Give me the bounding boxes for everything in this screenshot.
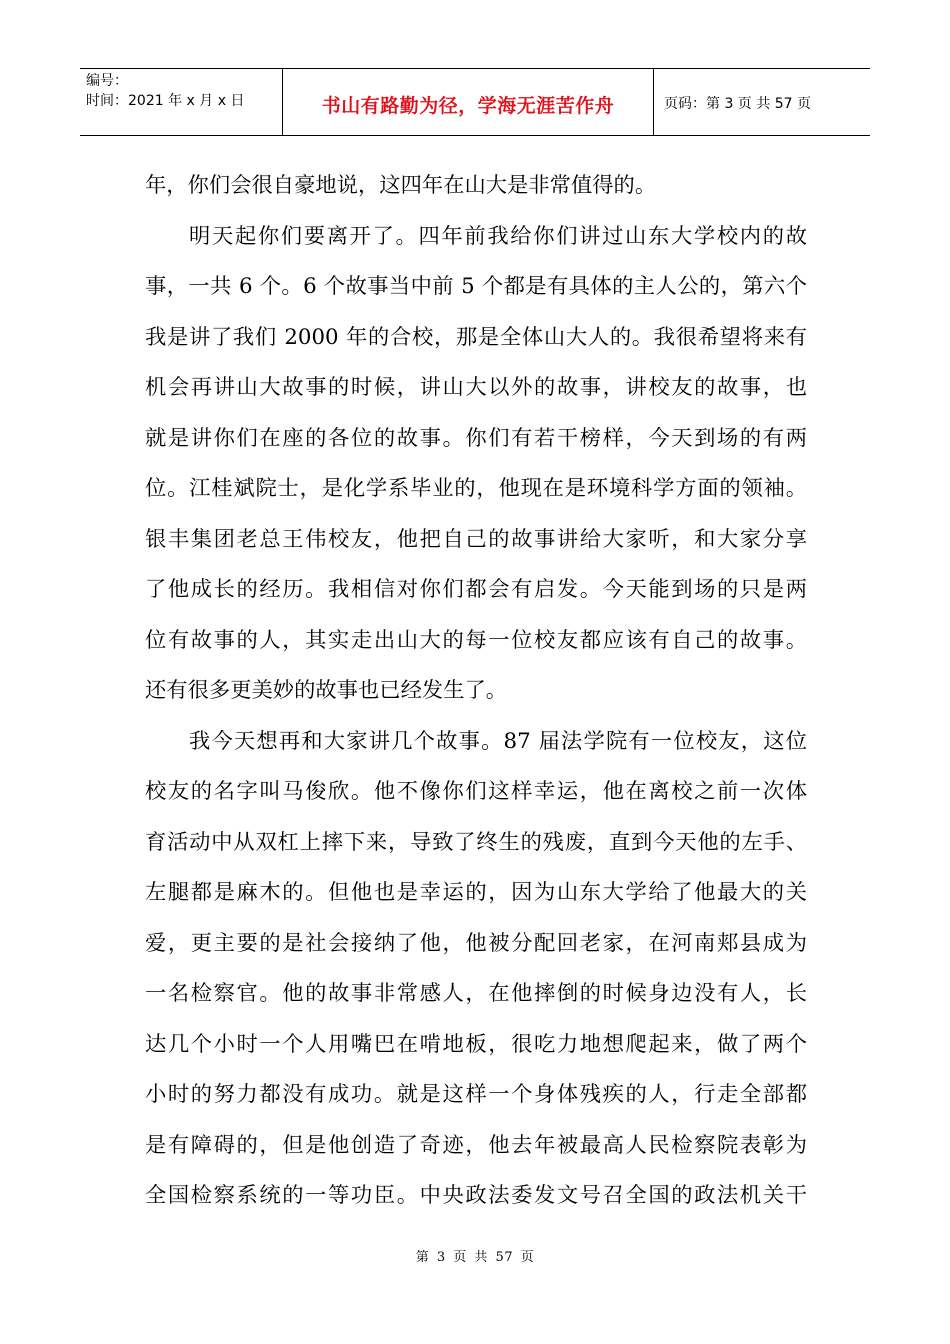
header-motto: 书山有路勤为径，学海无涯苦作舟 — [321, 94, 615, 117]
header-motto-cell — [283, 69, 654, 135]
body-line: 了他成长的经历。我相信对你们都会有启发。今天能到场的只是两 — [145, 577, 807, 602]
body-line: 位。江桂斌院士，是化学系毕业的，他现在是环境科学方面的领袖。 — [145, 476, 807, 501]
body-line: 还有很多更美妙的故事也已经发生了。 — [145, 678, 508, 703]
body-line: 年，你们会很自豪地说，这四年在山大是非常值得的。 — [145, 173, 657, 198]
body-line: 爱，更主要的是社会接纳了他，他被分配回老家，在河南郏县成为 — [145, 930, 807, 956]
body-line: 银丰集团老总王伟校友，他把自己的故事讲给大家听，和大家分享 — [145, 526, 807, 552]
body-line: 就是讲你们在座的各位的故事。你们有若干榜样，今天到场的有两 — [145, 425, 807, 451]
body-line: 我今天想再和大家讲几个故事。87 届法学院有一位校友，这位 — [189, 728, 807, 754]
body-line: 小时的努力都没有成功。就是这样一个身体残疾的人，行走全部都 — [145, 1082, 807, 1107]
document-body — [145, 161, 807, 1222]
body-line: 育活动中从双杠上摔下来，导致了终生的残废，直到今天他的左手、 — [145, 829, 807, 855]
body-line: 明天起你们要离开了。四年前我给你们讲过山东大学校内的故 — [189, 223, 807, 249]
body-line: 达几个小时一个人用嘴巴在啃地板，很吃力地想爬起来，做了两个 — [145, 1031, 807, 1057]
document-time-label: 时间：2021 年 x 月 x 日 — [86, 93, 245, 109]
header-page-info: 页码：第 3 页 共 57 页 — [664, 96, 811, 112]
body-line: 校友的名字叫马俊欣。他不像你们这样幸运，他在离校之前一次体 — [145, 779, 807, 804]
body-line: 事，一共 6 个。6 个故事当中前 5 个都是有具体的主人公的，第六个 — [145, 274, 807, 299]
body-line: 一名检察官。他的故事非常感人，在他摔倒的时候身边没有人，长 — [145, 981, 807, 1006]
header-meta — [80, 69, 283, 135]
body-line: 全国检察系统的一等功臣。中央政法委发文号召全国的政法机关干 — [145, 1183, 807, 1208]
body-line: 左腿都是麻木的。但他也是幸运的，因为山东大学给了他最大的关 — [145, 880, 807, 905]
page-header — [80, 68, 870, 136]
body-line: 机会再讲山大故事的时候，讲山大以外的故事，讲校友的故事，也 — [145, 375, 807, 400]
document-number-label: 编号： — [86, 73, 128, 89]
body-line: 我是讲了我们 2000 年的合校，那是全体山大人的。我很希望将来有 — [145, 324, 807, 350]
body-line: 是有障碍的，但是他创造了奇迹，他去年被最高人民检察院表彰为 — [145, 1132, 807, 1158]
body-line: 位有故事的人，其实走出山大的每一位校友都应该有自己的故事。 — [145, 627, 807, 653]
page-footer: 第 3 页 共 57 页 — [415, 1250, 535, 1265]
